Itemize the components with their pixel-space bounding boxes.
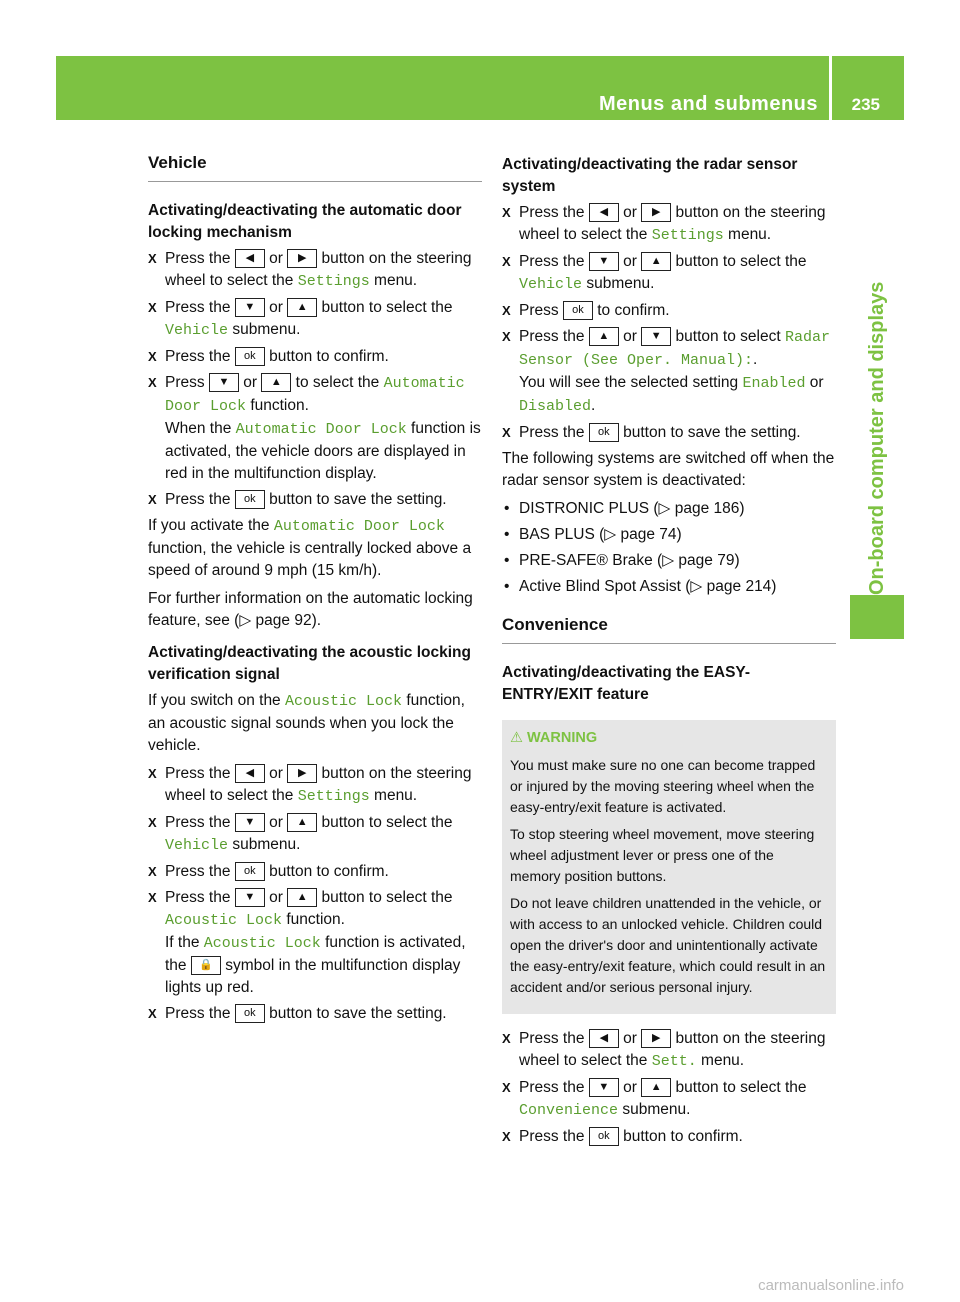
paragraph: If you switch on the Acoustic Lock function, an acoustic signal sounds when you lock the vehicle. (148, 692, 465, 754)
down-arrow-button-icon: ▼ (235, 813, 265, 832)
step: X Press the ▼ or ▲ button to select the Convenience submenu. (502, 1077, 836, 1122)
list-item: • BAS PLUS (▷ page 74) (502, 524, 836, 546)
step: X Press the ◀ or ▶ button on the steering wheel to select the Settings menu. (502, 202, 836, 247)
down-arrow-button-icon: ▼ (209, 373, 239, 392)
step: X Press ▼ or ▲ to select the Automatic Door Lock function. When the Automatic Door Lock function is activated, the vehicle doors are displayed in red in the multifunction display. (148, 372, 482, 485)
paragraph: If you activate the Automatic Door Lock function, the vehicle is centrally locked above a speed of around 9 mph (15 km/h). (148, 517, 472, 579)
section-title-vehicle: Vehicle (148, 152, 482, 182)
step: X Press ok to confirm. (502, 300, 836, 322)
ok-button-icon: ok (589, 423, 619, 442)
footer-watermark: carmanualsonline.info (758, 1277, 904, 1294)
heading-auto-door-lock: Activating/deactivating the automatic door locking mechanism (148, 202, 462, 241)
side-chapter-label: On-board computer and displays (866, 281, 888, 595)
right-column (502, 148, 836, 1152)
warning-triangle-icon: ⚠ (510, 730, 523, 746)
heading-easy-entry: Activating/deactivating the EASY-ENTRY/EXIT feature (502, 664, 751, 703)
list-item: • DISTRONIC PLUS (▷ page 186) (502, 498, 836, 520)
step: X Press the ▼ or ▲ button to select the Vehicle submenu. (502, 251, 836, 296)
ok-button-icon: ok (235, 490, 265, 509)
heading-acoustic-lock: Activating/deactivating the acoustic locking verification signal (148, 644, 471, 683)
down-arrow-button-icon: ▼ (589, 1078, 619, 1097)
warning-box (502, 720, 836, 1014)
right-arrow-button-icon: ▶ (641, 203, 671, 222)
list-item: • PRE-SAFE® Brake (▷ page 79) (502, 550, 836, 572)
paragraph: For further information on the automatic locking feature, see (▷ page 92). (148, 590, 473, 629)
section-title-convenience: Convenience (502, 614, 836, 644)
down-arrow-button-icon: ▼ (589, 252, 619, 271)
header-separator (829, 56, 832, 120)
step: X Press the ok button to confirm. (148, 861, 482, 883)
step: X Press the ◀ or ▶ button on the steering wheel to select the Sett. menu. (502, 1028, 836, 1073)
up-arrow-button-icon: ▲ (261, 373, 291, 392)
warning-text: To stop steering wheel movement, move steering wheel adjustment lever or press one of the memory position buttons. (510, 826, 815, 884)
page-section-title: Menus and submenus (598, 93, 818, 115)
warning-heading: ⚠ WARNING (510, 730, 598, 746)
step: X Press the ok button to confirm. (502, 1126, 836, 1148)
paragraph: The following systems are switched off when the radar sensor system is deactivated: (502, 450, 835, 489)
left-arrow-button-icon: ◀ (235, 764, 265, 783)
list-item: • Active Blind Spot Assist (▷ page 214) (502, 576, 836, 598)
step: X Press the ◀ or ▶ button on the steering wheel to select the Settings menu. (148, 763, 482, 808)
right-arrow-button-icon: ▶ (287, 249, 317, 268)
ok-button-icon: ok (563, 301, 593, 320)
up-arrow-button-icon: ▲ (287, 813, 317, 832)
right-arrow-button-icon: ▶ (287, 764, 317, 783)
ok-button-icon: ok (589, 1127, 619, 1146)
up-arrow-button-icon: ▲ (641, 252, 671, 271)
ok-button-icon: ok (235, 1004, 265, 1023)
up-arrow-button-icon: ▲ (641, 1078, 671, 1097)
left-column (148, 148, 482, 1029)
step: X Press the ◀ or ▶ button on the steering wheel to select the Settings menu. (148, 248, 482, 293)
header-bar (56, 56, 904, 120)
step: X Press the ok button to save the setting. (502, 422, 836, 444)
up-arrow-button-icon: ▲ (287, 298, 317, 317)
warning-text: Do not leave children unattended in the vehicle, or with access to an unlocked vehicle. Children could open the driver's door and unintentionally activate the easy-entry/exit feature, which could result in an accident and/or serious personal injury. (510, 895, 826, 995)
side-chapter-tab (850, 595, 904, 639)
step: X Press the ▼ or ▲ button to select the Vehicle submenu. (148, 812, 482, 857)
left-arrow-button-icon: ◀ (589, 203, 619, 222)
down-arrow-button-icon: ▼ (235, 888, 265, 907)
step: X Press the ▲ or ▼ button to select Radar Sensor (See Oper. Manual):. You will see the selected setting Enabled or Disabled. (502, 326, 836, 418)
warning-text: You must make sure no one can become trapped or injured by the moving steering wheel when the easy-entry/exit feature is activated. (510, 757, 816, 815)
step: X Press the ▼ or ▲ button to select the Acoustic Lock function. If the Acoustic Lock function is activated, the 🔒 symbol in the multifunction display lights up red. (148, 887, 482, 999)
heading-radar-sensor: Activating/deactivating the radar sensor system (502, 156, 798, 195)
left-arrow-button-icon: ◀ (235, 249, 265, 268)
right-arrow-button-icon: ▶ (641, 1029, 671, 1048)
step: X Press the ok button to save the setting. (148, 489, 482, 511)
down-arrow-button-icon: ▼ (641, 327, 671, 346)
down-arrow-button-icon: ▼ (235, 298, 265, 317)
page-number: 235 (851, 95, 880, 114)
up-arrow-button-icon: ▲ (287, 888, 317, 907)
step: X Press the ok button to confirm. (148, 346, 482, 368)
up-arrow-button-icon: ▲ (589, 327, 619, 346)
step: X Press the ▼ or ▲ button to select the Vehicle submenu. (148, 297, 482, 342)
step: X Press the ok button to save the setting. (148, 1003, 482, 1025)
ok-button-icon: ok (235, 347, 265, 366)
lock-icon: 🔒 (191, 956, 221, 975)
left-arrow-button-icon: ◀ (589, 1029, 619, 1048)
ok-button-icon: ok (235, 862, 265, 881)
